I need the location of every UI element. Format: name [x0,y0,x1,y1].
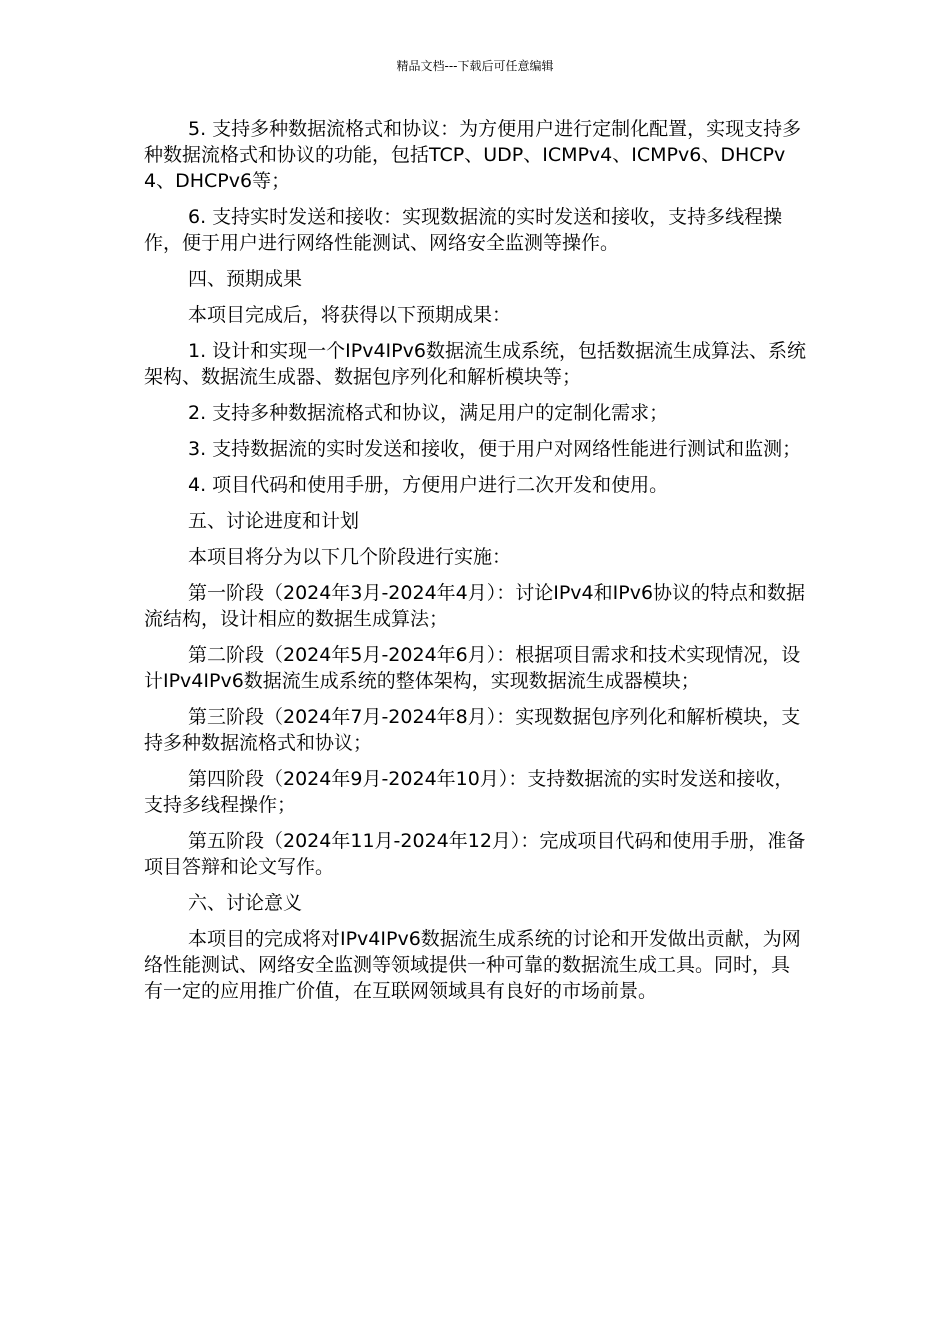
section-heading-significance: 六、讨论意义 [188,892,303,914]
paragraph-phase-4: 第四阶段（2024年9月-2024年10月）：支持数据流的实时发送和接收，支持多线程操作； [144,768,794,816]
paragraph-significance: 本项目的完成将对IPv4IPv6数据流生成系统的讨论和开发做出贡献，为网络性能测试、网络安全监测等领域提供一种可靠的数据流生成工具。同时，具有一定的应用推广价值，在互联网领域具有良好的市场前景。 [144,928,801,1002]
paragraph-phase-3: 第三阶段（2024年7月-2024年8月）：实现数据包序列化和解析模块，支持多种数据流格式和协议； [144,706,801,754]
paragraph-result-4: 4. 项目代码和使用手册，方便用户进行二次开发和使用。 [188,474,669,496]
document-body [144,116,808,1014]
paragraph-phase-1: 第一阶段（2024年3月-2024年4月）：讨论IPv4和IPv6协议的特点和数据流结构，设计相应的数据生成算法； [144,582,806,630]
paragraph-phase-2: 第二阶段（2024年5月-2024年6月）：根据项目需求和技术实现情况，设计IPv4IPv6数据流生成系统的整体架构，实现数据流生成器模块； [144,644,801,692]
paragraph-result-3: 3. 支持数据流的实时发送和接收，便于用户对网络性能进行测试和监测； [188,438,802,460]
paragraph-schedule-intro: 本项目将分为以下几个阶段进行实施： [188,546,512,568]
paragraph-phase-5: 第五阶段（2024年11月-2024年12月）：完成项目代码和使用手册，准备项目答辩和论文写作。 [144,830,806,878]
paragraph-result-2: 2. 支持多种数据流格式和协议，满足用户的定制化需求； [188,402,669,424]
paragraph-result-1: 1. 设计和实现一个IPv4IPv6数据流生成系统，包括数据流生成算法、系统架构、数据流生成器、数据包序列化和解析模块等； [144,340,806,388]
paragraph-item-6: 6. 支持实时发送和接收：实现数据流的实时发送和接收，支持多线程操作，便于用户进行网络性能测试、网络安全监测等操作。 [144,206,783,254]
section-heading-schedule: 五、讨论进度和计划 [188,510,360,532]
section-heading-expected-results: 四、预期成果 [188,268,303,290]
page-header: 精品文档---下载后可任意编辑 [396,59,554,73]
paragraph-item-5: 5. 支持多种数据流格式和协议：为方便用户进行定制化配置，实现支持多种数据流格式和协议的功能，包括TCP、UDP、ICMPv4、ICMPv6、DHCPv4、DHCPv6等； [144,118,802,192]
paragraph-results-intro: 本项目完成后，将获得以下预期成果： [188,304,512,326]
